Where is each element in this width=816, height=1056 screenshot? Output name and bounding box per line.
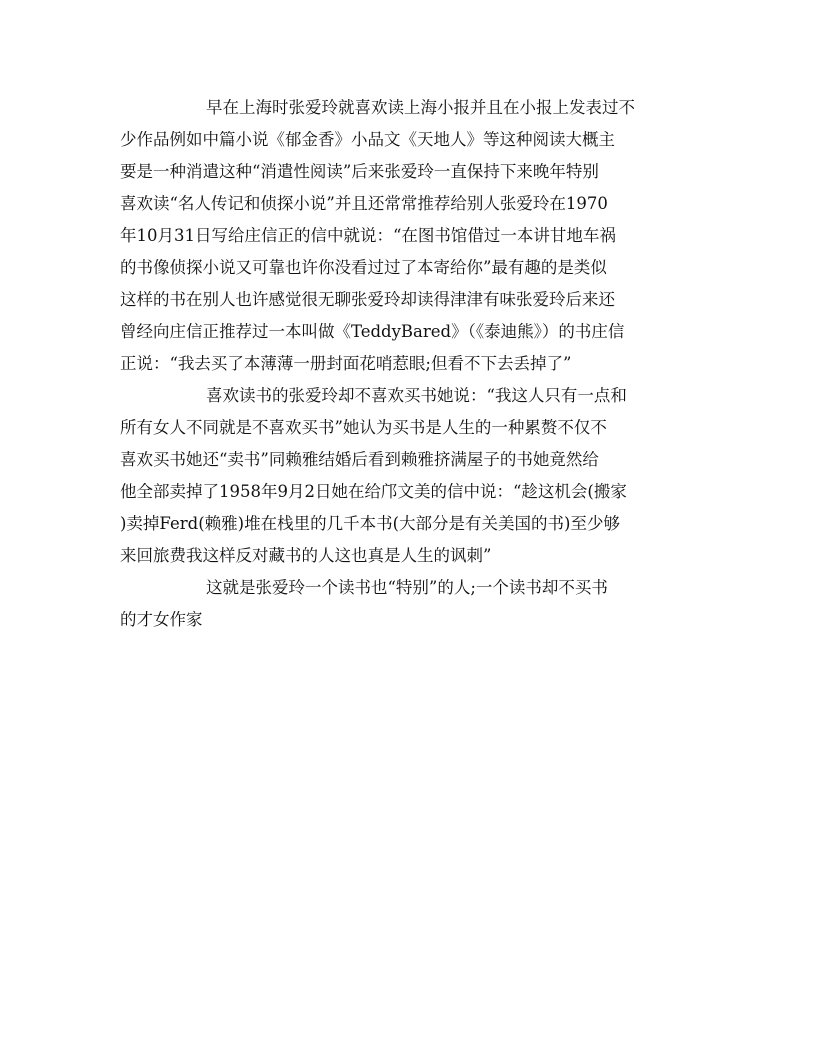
text-line: 喜欢买书她还“卖书”同赖雅结婚后看到赖雅挤满屋子的书她竟然给	[120, 450, 599, 469]
text-line: 的书像侦探小说又可靠也许你没看过过了本寄给你”最有趣的是类似	[120, 258, 607, 277]
text-line: 的才女作家	[120, 610, 203, 629]
text-line: 年10月31日写给庄信正的信中就说：“在图书馆借过一本讲甘地车祸	[120, 226, 616, 245]
text-line: 这就是张爱玲一个读书也“特别”的人;一个读书却不买书	[206, 578, 608, 597]
text-line: 他全部卖掉了1958年9月2日她在给邝文美的信中说：“趁这机会(搬家	[120, 482, 627, 501]
text-line: 要是一种消遣这种“消遣性阅读”后来张爱玲一直保持下来晚年特别	[120, 162, 599, 181]
text-line: 正说：“我去买了本薄薄一册封面花哨惹眼;但看不下去丢掉了”	[120, 354, 572, 373]
text-line: 喜欢读“名人传记和侦探小说”并且还常常推荐给别人张爱玲在1970	[120, 194, 608, 213]
text-line: 喜欢读书的张爱玲却不喜欢买书她说：“我这人只有一点和	[206, 386, 627, 405]
text-line: 早在上海时张爱玲就喜欢读上海小报并且在小报上发表过不	[206, 98, 635, 117]
text-line: 所有女人不同就是不喜欢买书”她认为买书是人生的一种累赘不仅不	[120, 418, 607, 437]
text-line: 来回旅费我这样反对藏书的人这也真是人生的讽刺”	[120, 546, 492, 565]
paragraph-2	[120, 380, 700, 572]
text-line: )卖掉Ferd(赖雅)堆在栈里的几千本书(大部分是有关美国的书)至少够	[120, 514, 620, 533]
document-body	[120, 92, 700, 636]
text-line: 少作品例如中篇小说《郁金香》小品文《天地人》等这种阅读大概主	[120, 130, 615, 149]
text-line: 这样的书在别人也许感觉很无聊张爱玲却读得津津有味张爱玲后来还	[120, 290, 615, 309]
paragraph-1	[120, 92, 700, 380]
paragraph-3	[120, 572, 700, 636]
text-line: 曾经向庄信正推荐过一本叫做《TeddyBared》（《泰迪熊》）的书庄信	[120, 322, 625, 341]
